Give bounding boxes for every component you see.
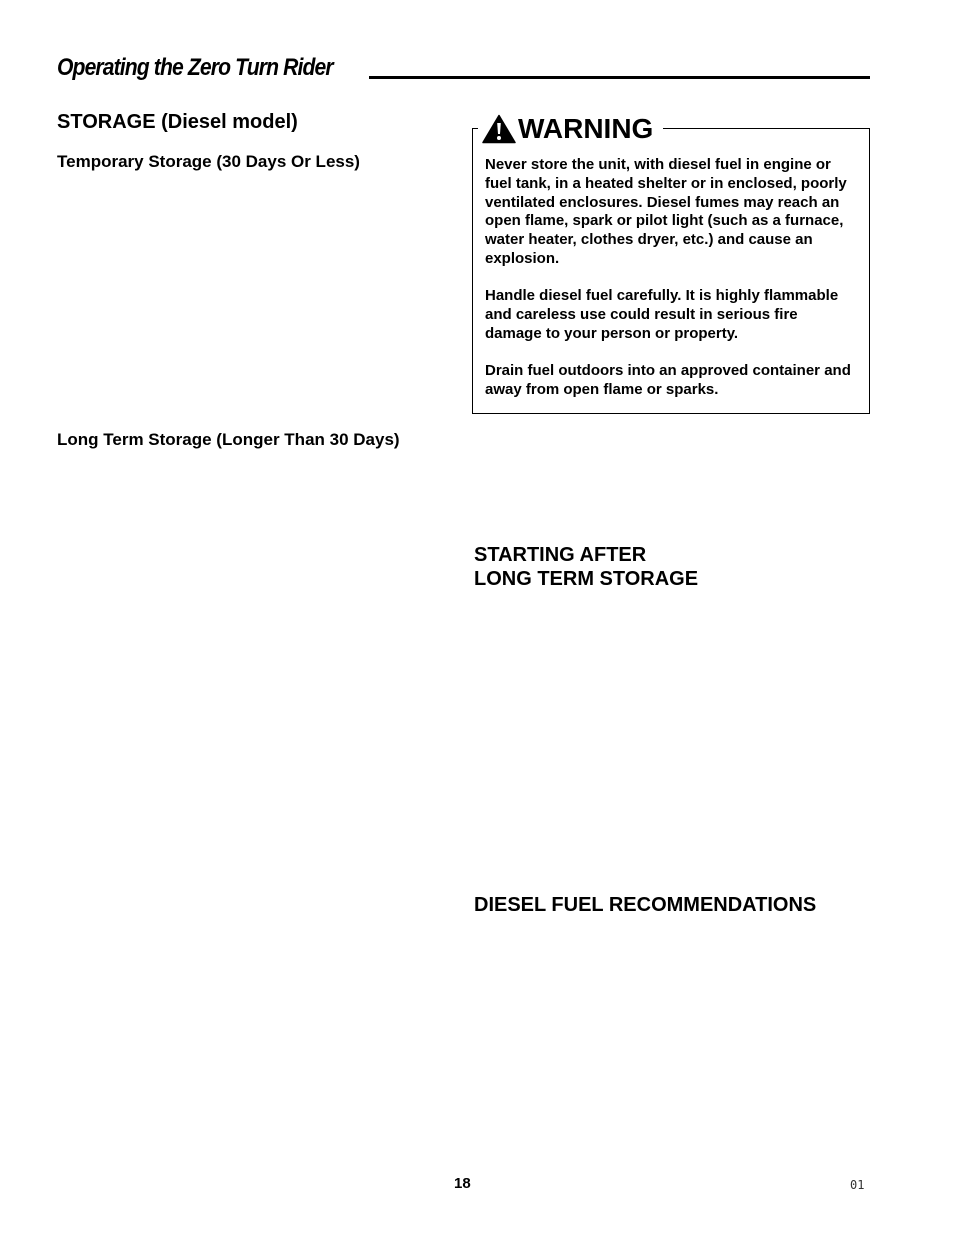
storage-heading: STORAGE (Diesel model)	[57, 111, 298, 133]
starting-heading-line1: STARTING AFTER	[474, 544, 647, 566]
page-code: 01	[850, 1178, 865, 1192]
starting-heading-line2: LONG TERM STORAGE	[474, 568, 699, 590]
warning-triangle-icon	[482, 114, 516, 144]
warning-text	[485, 156, 857, 419]
warning-header	[478, 112, 663, 146]
warning-paragraph: Never store the unit, with diesel fuel in engine or fuel tank, in a heated shelter or in enclosed, poorly ventilated enclosures. Diesel fumes may reach an open flame, spark or pilot light (such as a furnace, water heater, clothes dryer, etc.) and cause an explosion.	[485, 156, 847, 267]
page-header	[57, 54, 870, 82]
header-rule	[369, 76, 870, 79]
warning-paragraph: Drain fuel outdoors into an approved container and away from open flame or sparks.	[485, 362, 851, 399]
section-title: Operating the Zero Turn Rider	[57, 54, 333, 81]
page-number: 18	[454, 1175, 471, 1192]
long-term-storage-heading: Long Term Storage (Longer Than 30 Days)	[57, 430, 400, 449]
temporary-storage-heading: Temporary Storage (30 Days Or Less)	[57, 152, 360, 171]
warning-paragraph: Handle diesel fuel carefully. It is highly flammable and careless use could result in serious fire damage to your person or property.	[485, 287, 839, 342]
warning-label: WARNING	[518, 113, 654, 144]
diesel-fuel-heading: DIESEL FUEL RECOMMENDATIONS	[474, 894, 817, 916]
